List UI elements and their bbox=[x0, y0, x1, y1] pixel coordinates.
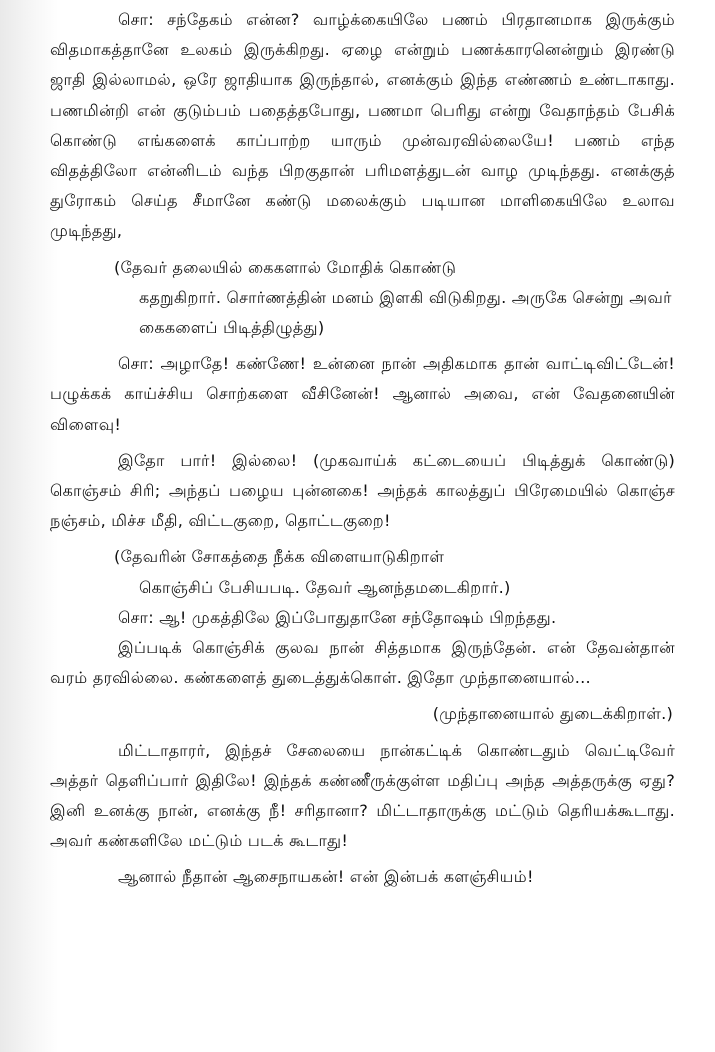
dialogue-paragraph: சொ: சந்தேகம் என்ன? வாழ்க்கையிலே பணம் பிரதானமாக இருக்கும் விதமாகத்தானே உலகம் இருக்கிறது. ஏழை என்றும் பணக்காரனென்றும் இரண்டு ஜாதி இல்லாமல், ஒரே ஜாதியாக இருந்தால், எனக்கும் இந்த எண்ணம் உண்டாகாது. பணமின்றி என் குடும்பம் பதைத்தபோது, பணமா பெரிது என்று வேதாந்தம் பேசிக் கொண்டு எங்களைக் காப்பாற்ற யாரும் முன்வரவில்லையே! பணம் எந்த விதத்திலோ என்னிடம் வந்த பிறகுதான் பரிமளத்துடன் வாழ முடிந்தது. எனக்குத் துரோகம் செய்த சீமானே கண்டு மலைக்கும் படியான மாளிகையிலே உலாவ முடிந்தது, bbox=[50, 10, 675, 241]
stage-direction-line: (தேவரின் சோகத்தை நீக்க விளையாடுகிறாள் bbox=[114, 547, 445, 567]
stage-direction-continuation: கொஞ்சிப் பேசியபடி. தேவர் ஆனந்தமடைகிறார்.) bbox=[139, 577, 511, 597]
stage-direction bbox=[50, 542, 675, 602]
dialogue-paragraph: சொ: அழாதே! கண்ணே! உன்னை நான் அதிகமாக தான் வாட்டிவிட்டேன்! பழுக்கக் காய்ச்சிய சொற்களை வீசினேன்! ஆனால் அவை, என் வேதனையின் விளைவு! bbox=[50, 354, 675, 434]
dialogue-paragraph: இப்படிக் கொஞ்சிக் குலவ நான் சித்தமாக இருந்தேன். என் தேவன்தான் வரம் தரவில்லை. கண்களைத் துடைத்துக்கொள். இதோ முந்தானையால்... bbox=[50, 638, 675, 688]
stage-direction-line: (தேவர் தலையில் கைகளால் மோதிக் கொண்டு bbox=[114, 257, 457, 277]
dialogue-paragraph: சொ: ஆ! முகத்திலே இப்போதுதானே சந்தோஷம் பிறந்தது. bbox=[118, 607, 557, 627]
stage-direction bbox=[50, 253, 675, 344]
stage-direction-continuation: கதறுகிறார். சொர்ணத்தின் மனம் இளகி விடுகிறது. அருகே சென்று அவர் கைகளைப் பிடித்திழுத்து) bbox=[139, 287, 672, 338]
page-text bbox=[50, 5, 675, 893]
stage-direction-right: (முந்தானையால் துடைக்கிறாள்.) bbox=[432, 704, 673, 724]
dialogue-paragraph: இதோ பார்! இல்லை! (முகவாய்க் கட்டையைப் பிடித்துக் கொண்டு) கொஞ்சம் சிரி; அந்தப் பழைய புன்னகை! அந்தக் காலத்துப் பிரேமையில் கொஞ்ச நஞ்சம், மிச்ச மீதி, விட்டகுறை, தொட்டகுறை! bbox=[50, 450, 675, 531]
dialogue-paragraph: ஆனால் நீதான் ஆசைநாயகன்! என் இன்பக் களஞ்சியம்! bbox=[118, 867, 534, 887]
dialogue-paragraph: மிட்டாதாரர், இந்தச் சேலையை நான்கட்டிக் கொண்டதும் வெட்டிவேர் அத்தர் தெளிப்பார் இதிலே! இந்தக் கண்ணீருக்குள்ள மதிப்பு அந்த அத்தருக்கு ஏது? இனி உனக்கு நான், எனக்கு நீ! சரிதானா? மிட்டாதாருக்கு மட்டும் தெரியக்கூடாது. அவர் கண்களிலே மட்டும் படக் கூடாது! bbox=[50, 740, 675, 851]
